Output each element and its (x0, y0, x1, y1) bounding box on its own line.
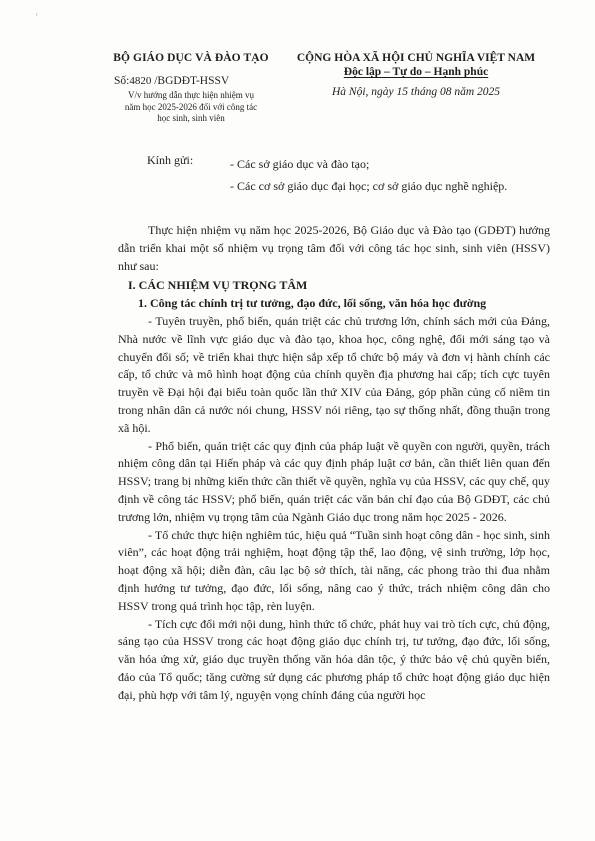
intro-paragraph: Thực hiện nhiệm vụ năm học 2025-2026, Bộ Giáo dục và Đào tạo (GDĐT) hướng dẫn triển khai một số nhiệm vụ trọng tâm đối với công tác học sinh, sinh viên (HSSV) như sau: (118, 223, 550, 273)
issue-date: Hà Nội, ngày 15 tháng 08 năm 2025 (331, 86, 501, 98)
body-paragraph: - Tuyên truyền, phổ biến, quán triệt các chủ trương lớn, chính sách mới của Đảng, Nhà nước về lĩnh vực giáo dục và đào tạo, khoa học, công nghệ, đổi mới sáng tạo và chuyển đổi số; về triển khai thực hiện sắp xếp tổ chức bộ máy và đơn vị hành chính các cấp, tổ chức và mô hình hoạt động của chính quyền địa phương hai cấp; tích cực tuyên truyền về Đại hội đại biểu toàn quốc lần thứ XIV của Đảng, góp phần củng cố niềm tin trong nhân dân cả nước nói chung, HSSV nói riêng, tạo sự thống nhất, đồng thuận trong xã hội. (118, 313, 550, 435)
document-subject (96, 90, 286, 125)
subsection-heading: 1. Công tác chính trị tư tưởng, đạo đức, lối sống, văn hóa học đường (138, 296, 487, 311)
body-paragraph: - Phổ biến, quán triệt các quy định của pháp luật về quyền con người, quyền, trách nhiệm công dân tại Hiến pháp và các quy định pháp luật cơ bản, cần thiết liên quan đến HSSV; trang bị những kiến thức cần thiết về quyền, nghĩa vụ của HSSV, các quy chế, quy định về công tác HSSV; phổ biến, quán triệt các văn bản chỉ đạo của Bộ GDĐT, các chủ trương lớn, nhiệm vụ trọng tâm của Ngành Giáo dục trong năm học 2025 - 2026. (118, 438, 550, 524)
document-number-value: 4820 (129, 75, 152, 87)
national-title: CỘNG HÒA XÃ HỘI CHỦ NGHĨA VIỆT NAM (296, 52, 536, 64)
national-header-block (282, 52, 550, 98)
recipient-item: - Các cơ sở giáo dục đại học; cơ sở giáo dục nghề nghiệp. (230, 179, 508, 193)
recipients-list (230, 153, 507, 197)
recipients-label: Kính gửi: (147, 153, 194, 167)
body-paragraph: - Tổ chức thực hiện nghiêm túc, hiệu quả “Tuần sinh hoạt công dân - học sinh, sinh viên”, các hoạt động trải nghiệm, hoạt động tập thể, lao động, vệ sinh trường, lớp học, hoạt động xã hội; diễn đàn, câu lạc bộ sở thích, tài năng, các phong trào thi đua nhằm định hướng tư tưởng, đạo đức, lối sống, nâng cao ý thức, trách nhiệm công dân cho HSSV trong quá trình học tập, rèn luyện. (118, 527, 550, 613)
recipient-item: - Các sở giáo dục và đào tạo; (230, 157, 370, 171)
subject-line: học sinh, sinh viên (157, 113, 225, 123)
document-body (118, 222, 550, 705)
subject-line: năm học 2025-2026 đối với công tác (124, 101, 258, 112)
document-number-prefix: Số: (114, 75, 130, 87)
body-paragraph: - Tích cực đổi mới nội dung, hình thức tổ chức, phát huy vai trò tích cực, chủ động, sáng tạo của HSSV trong các hoạt động giáo dục chính trị, tư tưởng, đạo đức, lối sống, văn hóa ứng xử, giáo dục truyền thống văn hóa dân tộc, ý thức bảo vệ chủ quyền biển, đảo của Tổ quốc; tăng cường sử dụng các phương pháp tổ chức hoạt động giáo dục hiện đại, phù hợp với tâm lý, nguyện vọng chính đáng của người học (118, 616, 550, 702)
section-heading: I. CÁC NHIỆM VỤ TRỌNG TÂM (128, 278, 308, 293)
subject-line: V/v hướng dẫn thực hiện nhiệm vụ (128, 90, 254, 100)
issuing-agency-block (96, 52, 286, 125)
national-motto: Độc lập – Tự do – Hạnh phúc (343, 66, 489, 78)
issuing-agency: BỘ GIÁO DỤC VÀ ĐÀO TẠO (113, 52, 269, 64)
document-number (96, 75, 286, 87)
corner-mark: ' (36, 12, 38, 22)
document-number-suffix: /BGDĐT-HSSV (151, 75, 230, 87)
